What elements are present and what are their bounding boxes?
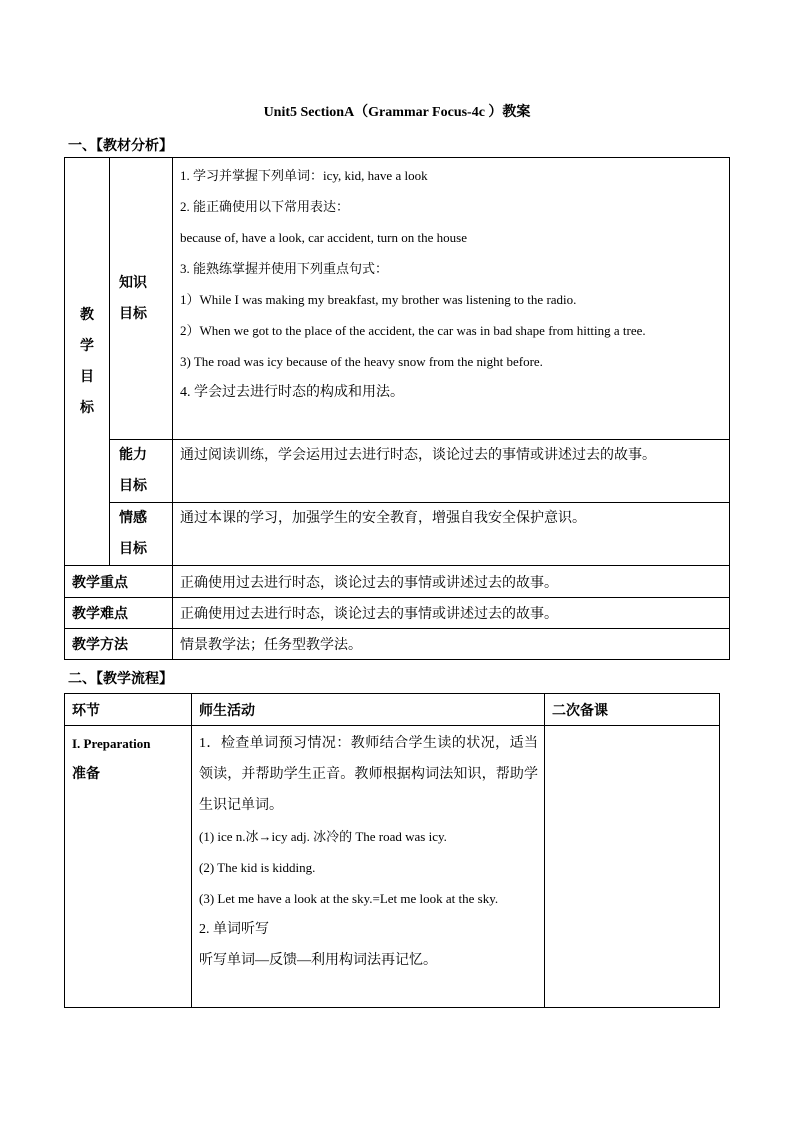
key-points-label: 教学重点 — [65, 566, 173, 598]
methods-text: 情景教学法；任务型教学法。 — [173, 629, 730, 660]
ability-goals-label — [110, 440, 173, 503]
activity-step-1: 1．检查单词预习情况：教师结合学生读的状况，适当领读，并帮助学生正音。教师根据构词法知识，帮助学生识记单词。 — [199, 736, 538, 813]
teaching-goals-char-1: 教 — [80, 307, 94, 323]
header-second-prep: 二次备课 — [545, 694, 720, 726]
stage-preparation — [65, 726, 192, 1008]
difficulties-label: 教学难点 — [65, 598, 173, 629]
teaching-goals-char-4: 标 — [80, 400, 94, 416]
knowledge-line-4: 3. 能熟练掌握并使用下列重点句式： — [180, 261, 389, 276]
ability-label-line-1: 能力 — [119, 448, 147, 463]
emotion-goals-label — [110, 503, 173, 566]
activity-step-2-detail: 听写单词—反馈—利用构词法再记忆。 — [199, 953, 437, 968]
emotion-label-line-2: 目标 — [119, 542, 147, 557]
stage-label-zh: 准备 — [72, 767, 100, 782]
knowledge-line-5: 1）While I was making my breakfast, my brother was listening to the radio. — [180, 292, 577, 307]
table-row — [65, 629, 730, 660]
knowledge-line-7: 3) The road was icy because of the heavy snow from the night before. — [180, 354, 543, 369]
document-title: Unit5 SectionA（Grammar Focus-4c ）教案 — [263, 105, 531, 120]
difficulties-text: 正确使用过去进行时态，谈论过去的事情或讲述过去的故事。 — [173, 598, 730, 629]
activity-example-1: (1) ice n.冰→icy adj. 冰冷的 The road was icy. — [199, 829, 447, 844]
ability-goals-text: 通过阅读训练，学会运用过去进行时态，谈论过去的事情或讲述过去的故事。 — [173, 440, 730, 503]
knowledge-goals-content — [173, 158, 730, 440]
teaching-goals-char-3: 目 — [80, 369, 94, 385]
knowledge-goals-label — [110, 158, 173, 440]
activity-example-3: (3) Let me have a look at the sky.=Let me look at the sky. — [199, 891, 499, 906]
key-points-text: 正确使用过去进行时态，谈论过去的事情或讲述过去的故事。 — [173, 566, 730, 598]
stage-label-en: I. Preparation — [72, 736, 151, 751]
analysis-table — [64, 157, 730, 660]
header-activities: 师生活动 — [192, 694, 545, 726]
knowledge-label-line-1: 知识 — [119, 275, 147, 291]
methods-label: 教学方法 — [65, 629, 173, 660]
process-table — [64, 693, 720, 1008]
knowledge-line-6: 2）When we got to the place of the accident, the car was in bad shape from hitting a tree. — [180, 323, 646, 338]
emotion-goals-text: 通过本课的学习，加强学生的安全教育，增强自我安全保护意识。 — [173, 503, 730, 566]
activity-step-2: 2. 单词听写 — [199, 922, 269, 937]
knowledge-label-line-2: 目标 — [119, 306, 147, 322]
table-row — [65, 566, 730, 598]
knowledge-line-1: 1. 学习并掌握下列单词：icy, kid, have a look — [180, 168, 428, 183]
activities-content — [192, 726, 545, 1008]
ability-label-line-2: 目标 — [119, 479, 147, 494]
teaching-goals-label — [65, 158, 110, 566]
teaching-goals-char-2: 学 — [80, 338, 94, 354]
emotion-label-line-1: 情感 — [119, 511, 147, 526]
knowledge-line-3: because of, have a look, car accident, turn on the house — [180, 230, 467, 245]
section-heading-process: 二、【教学流程】 — [68, 672, 173, 687]
section-heading-analysis: 一、【教材分析】 — [68, 139, 173, 154]
knowledge-line-8: 4. 学会过去进行时态的构成和用法。 — [180, 385, 404, 400]
header-stage: 环节 — [65, 694, 192, 726]
activity-example-2: (2) The kid is kidding. — [199, 860, 316, 875]
second-prep-notes — [545, 726, 720, 1008]
table-row — [65, 598, 730, 629]
knowledge-line-2: 2. 能正确使用以下常用表达： — [180, 199, 350, 214]
